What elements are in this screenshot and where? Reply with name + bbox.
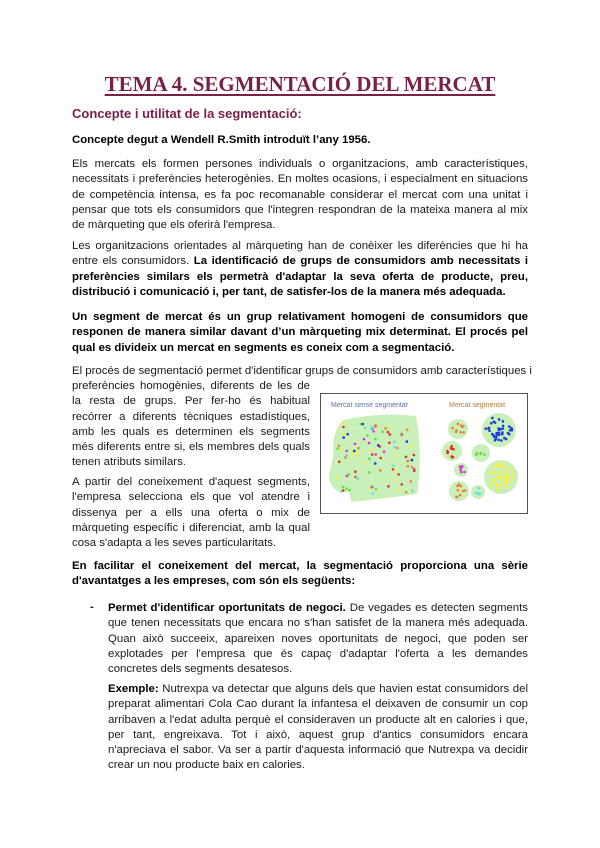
label-unsegmented: Mercat sense segmentar <box>331 402 409 409</box>
consumer-dot <box>345 487 348 490</box>
consumer-dot <box>338 460 341 463</box>
consumer-dot <box>406 428 409 431</box>
consumer-dot <box>474 492 477 495</box>
consumer-dot <box>342 422 345 425</box>
consumer-dot <box>498 465 501 468</box>
consumer-dot <box>348 473 351 476</box>
consumer-dot <box>496 488 499 491</box>
consumer-dot <box>392 464 395 467</box>
consumer-dot <box>512 477 515 480</box>
consumer-dot <box>342 489 345 492</box>
consumer-dot <box>410 445 413 448</box>
consumer-dot <box>503 483 506 486</box>
consumer-dot <box>488 427 491 430</box>
paragraph-process-line1: El procés de segmentació permet d'identificar grups de consumidors amb característiques i <box>72 365 532 377</box>
consumer-dot <box>494 466 497 469</box>
consumer-dot <box>461 465 464 468</box>
consumer-dot <box>348 489 351 492</box>
consumer-dot <box>495 435 498 438</box>
consumer-dot <box>370 449 373 452</box>
consumer-dot <box>502 420 505 423</box>
consumer-dot <box>354 475 357 478</box>
consumer-dot <box>340 448 343 451</box>
consumer-dot <box>368 442 371 445</box>
consumer-dot <box>497 439 500 442</box>
consumer-dot <box>342 436 345 439</box>
consumer-dot <box>494 421 497 424</box>
consumer-dot <box>503 466 506 469</box>
consumer-dot <box>406 440 409 443</box>
consumer-dot <box>460 471 463 474</box>
consumer-dot <box>383 450 386 453</box>
consumer-dot <box>342 433 345 436</box>
consumer-dot <box>411 459 414 462</box>
consumer-dot <box>458 484 461 487</box>
consumer-dot <box>342 486 345 489</box>
consumer-dot <box>490 422 493 425</box>
consumer-dot <box>397 473 400 476</box>
consumer-dot <box>505 480 508 483</box>
consumer-dot <box>354 470 357 473</box>
consumer-dot <box>368 487 371 490</box>
consumer-dot <box>505 486 508 489</box>
segmentation-figure <box>320 393 528 514</box>
consumer-dot <box>353 450 356 453</box>
consumer-dot <box>405 491 408 494</box>
consumer-dot <box>387 426 390 429</box>
segment-circle <box>471 485 485 499</box>
consumer-dot <box>406 465 409 468</box>
consumer-dot <box>338 445 341 448</box>
consumer-dot <box>344 456 347 459</box>
consumer-dot <box>489 471 492 474</box>
consumer-dot <box>413 454 416 457</box>
consumer-dot <box>394 479 397 482</box>
consumer-dot <box>460 424 463 427</box>
paragraph-selection: A partir del coneixement d'aquest segments, l'empresa selecciona els que vol atendre i dissenya per a ells una oferta o mix de màrqueting específic i diferenciat, amb la qual cosa s'adapta a les seves particularitats. <box>72 476 310 550</box>
consumer-dot <box>371 492 374 495</box>
consumer-dot <box>502 462 505 465</box>
consumer-dot <box>455 431 458 434</box>
example-paragraph: Exemple: Nutrexpa va detectar que alguns dels que havien estat consumidors del preparat alimentari Cola Cao durant la infantesa el deixaven de consumir un cop arribaven a l'edat adulta perquè el consideraven un producte alt en calories i que, per tant, engreixava. Tot i això, aquest grup d'antics consumidors encara n'apreciava el sabor. Va ser a partir d'aquesta informació que Nutrexpa va decidir crear un nou producte baix en calories. <box>108 683 528 772</box>
consumer-dot <box>350 452 353 455</box>
bullet-opportunities: Permet d'identificar oportunitats de negoci. De vegades es detecten segments que tenen necessitats que encara no s'han satisfet de la manera més adequada. Quan això succeeix, apareixen noves oportunitats de negoci, que poden ser explotades per l'empresa que és capaç d'adaptar l'oferta a les demandes concretes dels segments desatesos. <box>108 602 528 676</box>
consumer-dot <box>345 450 348 453</box>
consumer-dot <box>500 484 503 487</box>
consumer-dot <box>377 444 380 447</box>
consumer-dot <box>479 453 482 456</box>
consumer-dot <box>495 483 498 486</box>
consumer-dot <box>478 493 481 496</box>
consumer-dot <box>400 434 403 437</box>
consumer-dot <box>446 450 449 453</box>
consumer-dot <box>406 460 409 463</box>
consumer-dot <box>368 471 371 474</box>
consumer-dot <box>392 468 395 471</box>
consumer-dot <box>370 426 373 429</box>
consumer-dot <box>336 447 339 450</box>
consumer-dot <box>459 469 462 472</box>
consumer-dot <box>496 433 499 436</box>
consumer-dot <box>366 434 369 437</box>
segment-circle <box>448 419 468 439</box>
consumer-dot <box>505 472 508 475</box>
consumer-dot <box>501 470 504 473</box>
consumer-dot <box>511 474 514 477</box>
consumer-dot <box>491 433 494 436</box>
consumer-dot <box>387 431 390 434</box>
consumer-dot <box>483 453 486 456</box>
consumer-dot <box>492 479 495 482</box>
consumer-dot <box>495 463 498 466</box>
consumer-dot <box>497 473 500 476</box>
consumer-dot <box>397 488 400 491</box>
consumer-dot <box>505 476 508 479</box>
consumer-dot <box>396 447 399 450</box>
consumer-dot <box>394 468 397 471</box>
consumer-dot <box>476 452 479 455</box>
consumer-dot <box>345 454 348 457</box>
consumer-dot <box>400 483 403 486</box>
consumer-dot <box>459 465 462 468</box>
consumer-dot <box>372 430 375 433</box>
consumer-dot <box>379 469 382 472</box>
consumer-dot <box>489 483 492 486</box>
consumer-dot <box>497 427 500 430</box>
consumer-dot <box>388 433 391 436</box>
segmentation-diagram <box>321 394 527 513</box>
paragraph-organizations: Les organitzacions orientades al màrqueting han de conèixer les diferències que hi ha entre els consumidors. La identificació de grups de consumidors amb necessitats i preferències similars els permetrà d'adaptar la seva oferta de producte, preu, distribució i comunicació i, per tant, de satisfer-los de la manera més adequada. <box>72 240 528 298</box>
consumer-dot <box>354 443 357 446</box>
consumer-dot <box>452 456 455 459</box>
bullet-marker: - <box>90 601 94 613</box>
consumer-dot <box>502 427 505 430</box>
consumer-dot <box>456 496 459 499</box>
consumer-dot <box>464 489 467 492</box>
consumer-dot <box>405 456 408 459</box>
paragraph-process: preferències homogènies, diferents de les de la resta de grups. Per fer-ho és habitual recórrer a diferents tècniques estadístiques, amb les quals es determinen els segments més diferents entre si, els membres dels quals tenen atributs similars. <box>72 380 310 469</box>
consumer-dot <box>485 427 488 430</box>
consumer-dot <box>361 423 364 426</box>
consumer-dot <box>478 487 481 490</box>
consumer-dot <box>394 454 397 457</box>
section-heading: Concepte i utilitat de la segmentació: <box>72 106 302 121</box>
consumer-dot <box>411 466 414 469</box>
consumer-dot <box>381 430 384 433</box>
consumer-dot <box>451 427 454 430</box>
paragraph-segment-definition: Un segment de mercat és un grup relativament homogeni de consumidors que responen de manera similar davant d’un màrqueting mix determinat. El procés pel qual es divideix un mercat en segments es coneix com a segmentació. <box>72 311 528 354</box>
consumer-dot <box>393 446 396 449</box>
consumer-dot <box>512 469 515 472</box>
consumer-dot <box>459 494 462 497</box>
consumer-dot <box>374 425 377 428</box>
consumer-dot <box>336 477 339 480</box>
consumer-dot <box>498 418 501 421</box>
consumer-dot <box>462 431 465 434</box>
consumer-dot <box>511 428 514 431</box>
consumer-dot <box>508 481 511 484</box>
consumer-dot <box>393 440 396 443</box>
consumer-dot <box>387 485 390 488</box>
consumer-dot <box>507 467 510 470</box>
consumer-dot <box>411 489 414 492</box>
consumer-dot <box>388 441 391 444</box>
consumer-dot <box>501 476 504 479</box>
consumer-dot <box>502 425 505 428</box>
consumer-dot <box>500 439 503 442</box>
consumer-dot <box>491 417 494 420</box>
consumer-dot <box>463 471 466 474</box>
consumer-dot <box>413 469 416 472</box>
consumer-dot <box>342 426 345 429</box>
consumer-dot <box>357 447 360 450</box>
paragraph-advantages: En facilitar el coneixement del mercat, la segmentació proporciona una sèrie d'avantatges a les empreses, com són els següents: <box>72 560 528 588</box>
consumer-dot <box>364 426 367 429</box>
consumer-dot <box>371 453 374 456</box>
consumer-dot <box>374 438 377 441</box>
label-segmented: Mercat segmentat <box>449 402 506 409</box>
consumer-dot <box>488 429 491 432</box>
consumer-dot <box>459 431 462 434</box>
consumer-dot <box>355 453 358 456</box>
consumer-dot <box>363 438 366 441</box>
consumer-dot <box>500 465 503 468</box>
page-title: TEMA 4. SEGMENTACIÓ DEL MERCAT <box>104 72 496 96</box>
paragraph-markets: Els mercats els formen persones individuals o organitzacions, amb característiques, necessitats i preferències heterogènies. En moltes ocasions, i especialment en situacions de competència intensa, es fa poc recomanable considerar el mercat com una unitat i pensar que tots els consumidors que l'integren respondran de la mateixa manera al mix de màrqueting que els oferirà l'empresa. <box>72 158 528 232</box>
consumer-dot <box>409 480 412 483</box>
consumer-dot <box>374 453 377 456</box>
consumer-dot <box>346 433 349 436</box>
consumer-dot <box>508 425 511 428</box>
consumer-dot <box>384 427 387 430</box>
consumer-dot <box>501 433 504 436</box>
consumer-dot <box>362 462 365 465</box>
consumer-dot <box>368 458 371 461</box>
consumer-dot <box>346 475 349 478</box>
consumer-dot <box>508 433 511 436</box>
consumer-dot <box>340 490 343 493</box>
consumer-dot <box>450 447 453 450</box>
consumer-dot <box>456 423 459 426</box>
consumer-dot <box>493 471 496 474</box>
consumer-dot <box>379 457 382 460</box>
consumer-dot <box>375 488 378 491</box>
intro-line: Concepte degut a Wendell R.Smith introduït l’any 1956. <box>72 134 371 146</box>
consumer-dot <box>494 439 497 442</box>
consumer-dot <box>497 476 500 479</box>
consumer-dot <box>456 489 459 492</box>
consumer-dot <box>374 462 377 465</box>
consumer-dot <box>505 438 508 441</box>
consumer-dot <box>357 477 360 480</box>
